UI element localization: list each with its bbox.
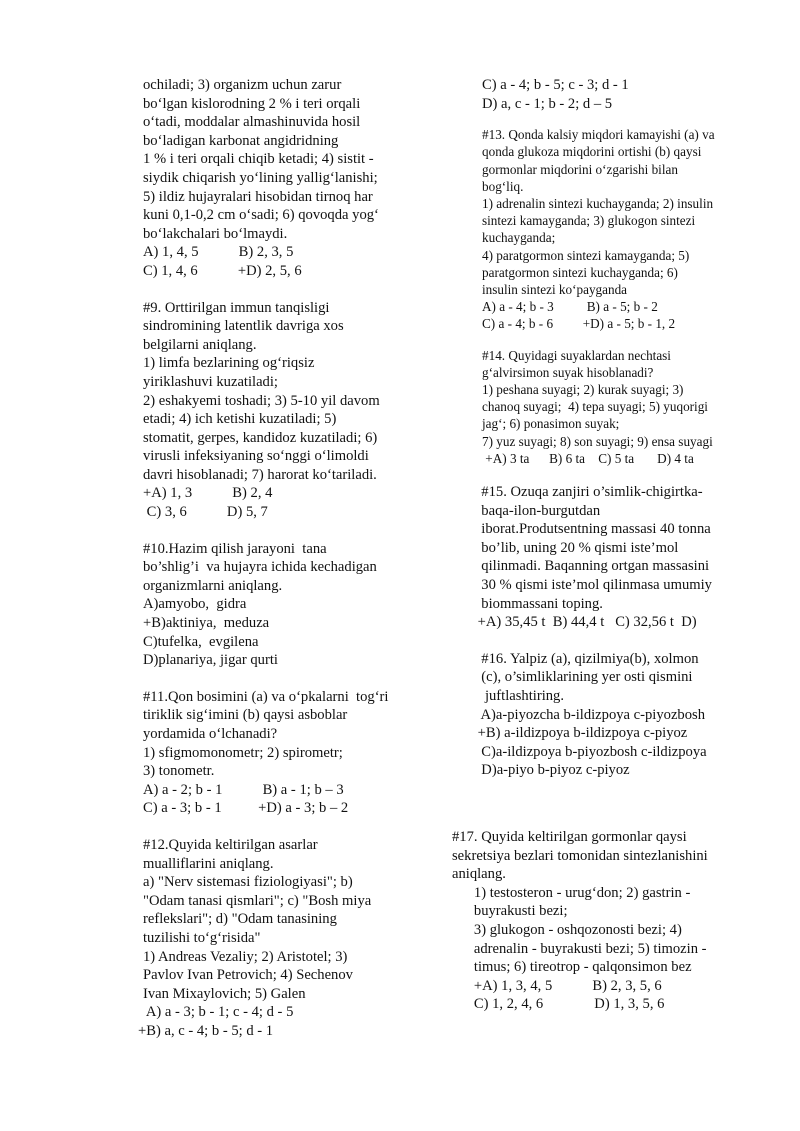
text-line: bo’shlig’i va hujayra ichida kechadigan bbox=[143, 559, 377, 576]
text-line: (c), o’simliklarining yer osti qismini bbox=[474, 669, 693, 686]
text-line: 1) peshana suyagi; 2) kurak suyagi; 3) bbox=[482, 382, 684, 398]
text-line: sindromining latentlik davriga xos bbox=[143, 318, 344, 335]
question-15 bbox=[474, 483, 772, 632]
question-14 bbox=[482, 347, 772, 467]
answer-option: C)a-ildizpoya b-piyozbosh c-ildizpoya bbox=[474, 743, 707, 760]
text-line: buyrakusti bezi; bbox=[452, 903, 568, 920]
text-line: chanoq suyagi; 4) tepa suyagi; 5) yuqorigi bbox=[482, 399, 708, 415]
answer-option: +B) a-ildizpoya b-ildizpoya c-piyoz bbox=[474, 725, 688, 742]
question-11 bbox=[143, 688, 433, 818]
answer-options: C) a - 4; b - 6 +D) a - 5; b - 1, 2 bbox=[482, 316, 676, 332]
text-line: reflekslari"; d) "Odam tanasining bbox=[143, 911, 337, 928]
text-line: etadi; 4) ich ketishi kuzatiladi; 5) bbox=[143, 411, 337, 428]
text-line: paratgormon sintezi kuchayganda; 6) bbox=[482, 264, 678, 280]
text-line: belgilarni aniqlang. bbox=[143, 336, 257, 353]
text-line: 1 % i teri orqali chiqib ketadi; 4) sistit - bbox=[143, 151, 374, 168]
right-column bbox=[452, 76, 772, 1014]
text-line: qonda glukoza miqdorini ortishi (b) qaysi bbox=[482, 144, 702, 160]
text-line: o‘tadi, moddalar almashinuvida hosil bbox=[143, 114, 361, 131]
text-line: iborat.Produtsentning massasi 40 tonna bbox=[474, 521, 711, 538]
text-line: timus; 6) tireotrop - qalqonsimon bez bbox=[452, 959, 692, 976]
text-line: 1) limfa bezlarining og‘riqsiz bbox=[143, 355, 315, 372]
text-line: virusli infeksiyaning so‘nggi o‘limoldi bbox=[143, 448, 369, 465]
question-12-tail bbox=[482, 76, 772, 113]
answer-options: +A) 1, 3, 4, 5 B) 2, 3, 5, 6 bbox=[452, 977, 662, 994]
text-line: 1) Andreas Vezaliy; 2) Aristotel; 3) bbox=[143, 948, 348, 965]
text-line: 3) tonometr. bbox=[143, 763, 215, 780]
text-line: g‘alvirsimon suyak hisoblanadi? bbox=[482, 364, 654, 380]
answer-options: C) 1, 4, 6 +D) 2, 5, 6 bbox=[143, 262, 302, 279]
text-line: mualliflarini aniqlang. bbox=[143, 855, 274, 872]
answer-option: D) a, c - 1; b - 2; d – 5 bbox=[482, 95, 613, 112]
text-line: gormonlar miqdorini o‘zgarishi bilan bbox=[482, 161, 678, 177]
answer-option: D)a-piyo b-piyoz c-piyoz bbox=[474, 762, 630, 779]
text-line: organizmlarni aniqlang. bbox=[143, 577, 283, 594]
text-line: 5) ildiz hujayralari hisobidan tirnoq har bbox=[143, 188, 373, 205]
text-line: 7) yuz suyagi; 8) son suyagi; 9) ensa suyagi bbox=[482, 433, 713, 449]
question-10 bbox=[143, 540, 433, 670]
text-line: sekretsiya bezlari tomonidan sintezlanishini bbox=[452, 847, 708, 864]
text-line: aniqlang. bbox=[452, 866, 506, 883]
text-line: jag‘; 6) ponasimon suyak; bbox=[482, 416, 620, 432]
text-line: yiriklashuvi kuzatiladi; bbox=[143, 373, 278, 390]
text-line: 1) adrenalin sintezi kuchayganda; 2) insulin bbox=[482, 196, 714, 211]
text-line: baqa-ilon-burgutdan bbox=[474, 502, 601, 519]
text-line: bo‘ladigan karbonat angidridning bbox=[143, 132, 339, 149]
text-line: Pavlov Ivan Petrovich; 4) Sechenov bbox=[143, 967, 353, 984]
text-line: juftlashtiring. bbox=[474, 687, 564, 704]
question-12 bbox=[138, 836, 433, 1041]
text-line: insulin sintezi ko‘payganda bbox=[482, 282, 628, 298]
text-line: tuzilishi to‘g‘risida" bbox=[143, 929, 261, 946]
answer-options: +A) 1, 3 B) 2, 4 bbox=[143, 485, 273, 502]
question-title: #15. Ozuqa zanjiri o’simlik-chigirtka- bbox=[474, 484, 703, 501]
text-line: 2) eshakyemi toshadi; 3) 5-10 yil davom bbox=[143, 392, 380, 409]
question-title: #17. Quyida keltirilgan gormonlar qaysi bbox=[452, 828, 687, 845]
text-line: adrenalin - buyrakusti bezi; 5) timozin - bbox=[452, 940, 707, 957]
answer-option: A)a-piyozcha b-ildizpoya c-piyozbosh bbox=[474, 706, 705, 723]
question-17 bbox=[452, 828, 772, 1014]
left-column bbox=[138, 76, 433, 1041]
text-line: 3) glukogon - oshqozonosti bezi; 4) bbox=[452, 921, 682, 938]
text-line: ochiladi; 3) organizm uchun zarur bbox=[143, 77, 342, 93]
answer-option: D)planariya, jigar qurti bbox=[143, 652, 278, 669]
question-8-tail bbox=[143, 76, 433, 281]
text-line: bo‘lakchalari bo‘lmaydi. bbox=[143, 225, 288, 242]
text-line: 1) testosteron - urug‘don; 2) gastrin - bbox=[452, 884, 691, 901]
text-line: qilinmadi. Baqanning ortgan massasini bbox=[474, 558, 710, 575]
text-line: biommassani toping. bbox=[474, 595, 603, 612]
answer-option: +B)aktiniya, meduza bbox=[143, 615, 270, 632]
text-line: kuchayganda; bbox=[482, 230, 556, 246]
answer-options: +A) 3 ta B) 6 ta C) 5 ta D) 4 ta bbox=[482, 450, 694, 466]
text-line: yordamida o‘lchanadi? bbox=[143, 726, 278, 742]
text-line: bo’lib, uning 20 % qismi iste’mol bbox=[474, 539, 679, 556]
question-title: #9. Orttirilgan immun tanqisligi bbox=[143, 299, 330, 316]
answer-option: +B) a, c - 4; b - 5; d - 1 bbox=[138, 1022, 274, 1039]
text-line: kuni 0,1-0,2 cm o‘sadi; 6) qovoqda yog‘ bbox=[143, 207, 379, 224]
text-line: siydik chiqarish yo‘lining yallig‘lanishi; bbox=[143, 169, 378, 186]
text-line: 4) paratgormon sintezi kamayganda; 5) bbox=[482, 247, 690, 263]
question-title: #10.Hazim qilish jarayoni tana bbox=[143, 540, 327, 557]
question-title: #12.Quyida keltirilgan asarlar bbox=[143, 836, 318, 853]
text-line: davri hisoblanadi; 7) harorat ko‘tariladi. bbox=[143, 466, 377, 483]
answer-options: A) a - 4; b - 3 B) a - 5; b - 2 bbox=[482, 299, 658, 315]
answer-option: C)tufelka, evgilena bbox=[143, 633, 259, 650]
question-16 bbox=[474, 650, 772, 780]
text-line: "Odam tanasi qismlari"; c) "Bosh miya bbox=[143, 892, 372, 909]
text-line: a) "Nerv sistemasi fiziologiyasi"; b) bbox=[143, 874, 353, 891]
text-line: 30 % qismi iste’mol qilinmasa umumiy bbox=[474, 577, 712, 594]
text-line: tiriklik sig‘imini (b) qaysi asboblar bbox=[143, 707, 348, 724]
question-9 bbox=[143, 299, 433, 522]
answer-options: C) a - 3; b - 1 +D) a - 3; b – 2 bbox=[143, 800, 349, 817]
text-line: bo‘lgan kislorodning 2 % i teri orqali bbox=[143, 95, 361, 112]
question-title: #16. Yalpiz (a), qizilmiya(b), xolmon bbox=[474, 650, 699, 667]
text-line: stomatit, gerpes, kandidoz kuzatiladi; 6) bbox=[143, 429, 378, 446]
answer-options: A) a - 2; b - 1 B) a - 1; b – 3 bbox=[143, 781, 344, 798]
question-13 bbox=[482, 126, 772, 332]
answer-options: A) 1, 4, 5 B) 2, 3, 5 bbox=[143, 244, 294, 261]
text-line: bog‘liq. bbox=[482, 178, 524, 194]
text-line: Ivan Mixaylovich; 5) Galen bbox=[143, 985, 306, 1002]
answer-option: C) a - 4; b - 5; c - 3; d - 1 bbox=[482, 77, 629, 93]
answer-option: A)amyobo, gidra bbox=[143, 596, 247, 613]
answer-options: +A) 35,45 t B) 44,4 t C) 32,56 t D) bbox=[474, 614, 697, 631]
answer-options: C) 3, 6 D) 5, 7 bbox=[143, 504, 268, 521]
question-title: #14. Quyidagi suyaklardan nechtasi bbox=[482, 347, 671, 363]
question-title: #11.Qon bosimini (a) va o‘pkalarni tog‘ri bbox=[143, 688, 389, 705]
answer-option: A) a - 3; b - 1; c - 4; d - 5 bbox=[143, 1004, 294, 1021]
text-line: 1) sfigmomonometr; 2) spirometr; bbox=[143, 744, 343, 761]
text-line: sintezi kamayganda; 3) glukogon sintezi bbox=[482, 213, 696, 229]
answer-options: C) 1, 2, 4, 6 D) 1, 3, 5, 6 bbox=[452, 996, 665, 1013]
question-title: #13. Qonda kalsiy miqdori kamayishi (a) va bbox=[482, 127, 715, 143]
